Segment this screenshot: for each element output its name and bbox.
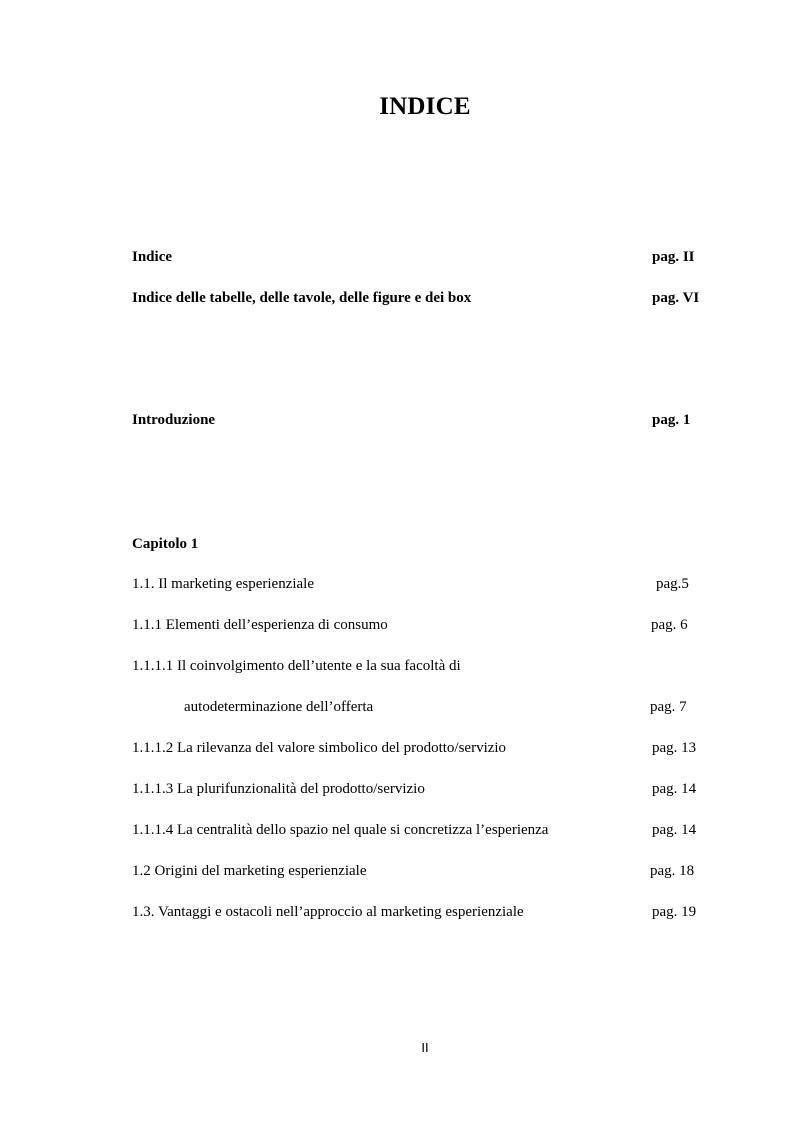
toc-entry-1-3[interactable] bbox=[132, 901, 712, 923]
toc-entry-label: 1.3. Vantaggi e ostacoli nell’approccio al marketing esperienziale bbox=[132, 904, 524, 920]
toc-entry-label: Capitolo 1 bbox=[132, 536, 199, 552]
toc-entry-page: pag. 7 bbox=[650, 699, 687, 715]
toc-entry-introduzione[interactable] bbox=[132, 409, 712, 431]
toc-entry-label: 1.1.1.4 La centralità dello spazio nel quale si concretizza l’esperienza bbox=[132, 822, 549, 838]
page-number: II bbox=[421, 1040, 429, 1055]
toc-entry-label: 1.1.1.3 La plurifunzionalità del prodotto/servizio bbox=[132, 781, 425, 797]
toc-entry-label: Introduzione bbox=[132, 412, 216, 428]
toc-entry-page: pag. 1 bbox=[652, 412, 691, 428]
toc-entry-1-1-1-1[interactable] bbox=[132, 655, 712, 677]
toc-entry-label: Indice delle tabelle, delle tavole, delle figure e dei box bbox=[132, 290, 472, 306]
toc-entry-indice-tabelle[interactable] bbox=[132, 287, 712, 309]
toc-entry-label: 1.1. Il marketing esperienziale bbox=[132, 576, 315, 592]
toc-entry-label: Indice bbox=[132, 249, 173, 265]
toc-entry-page: pag. 18 bbox=[650, 863, 695, 879]
toc-entry-page: pag. 19 bbox=[652, 904, 697, 920]
toc-entry-label: 1.1.1.2 La rilevanza del valore simbolico del prodotto/servizio bbox=[132, 740, 507, 756]
toc-entry-1-2[interactable] bbox=[132, 860, 712, 882]
toc-entry-indice[interactable] bbox=[132, 246, 712, 268]
toc-entry-page: pag. 14 bbox=[652, 781, 697, 797]
toc-entry-page: pag. 6 bbox=[651, 617, 688, 633]
toc-entry-1-1-1-2[interactable] bbox=[132, 737, 712, 759]
toc-entry-page: pag. II bbox=[652, 249, 695, 265]
toc-entry-page: pag. 14 bbox=[652, 822, 697, 838]
page-title: INDICE bbox=[379, 93, 471, 120]
toc-entry-label: 1.1.1.1 Il coinvolgimento dell’utente e la sua facoltà di bbox=[132, 658, 461, 674]
toc-chapter-heading bbox=[132, 533, 712, 555]
toc-entry-1-1-1-1-continued[interactable] bbox=[132, 696, 712, 718]
toc-entry-page: pag. 13 bbox=[652, 740, 697, 756]
toc-entry-1-1[interactable] bbox=[132, 573, 712, 595]
toc-entry-page: pag.5 bbox=[656, 576, 689, 592]
toc-entry-1-1-1[interactable] bbox=[132, 614, 712, 636]
toc-entry-label: 1.1.1 Elementi dell’esperienza di consumo bbox=[132, 617, 388, 633]
toc-entry-1-1-1-4[interactable] bbox=[132, 819, 712, 841]
toc-entry-page: pag. VI bbox=[652, 290, 700, 306]
toc-entry-label: 1.2 Origini del marketing esperienziale bbox=[132, 863, 367, 879]
toc-entry-label: autodeterminazione dell’offerta bbox=[184, 699, 374, 715]
toc-entry-1-1-1-3[interactable] bbox=[132, 778, 712, 800]
